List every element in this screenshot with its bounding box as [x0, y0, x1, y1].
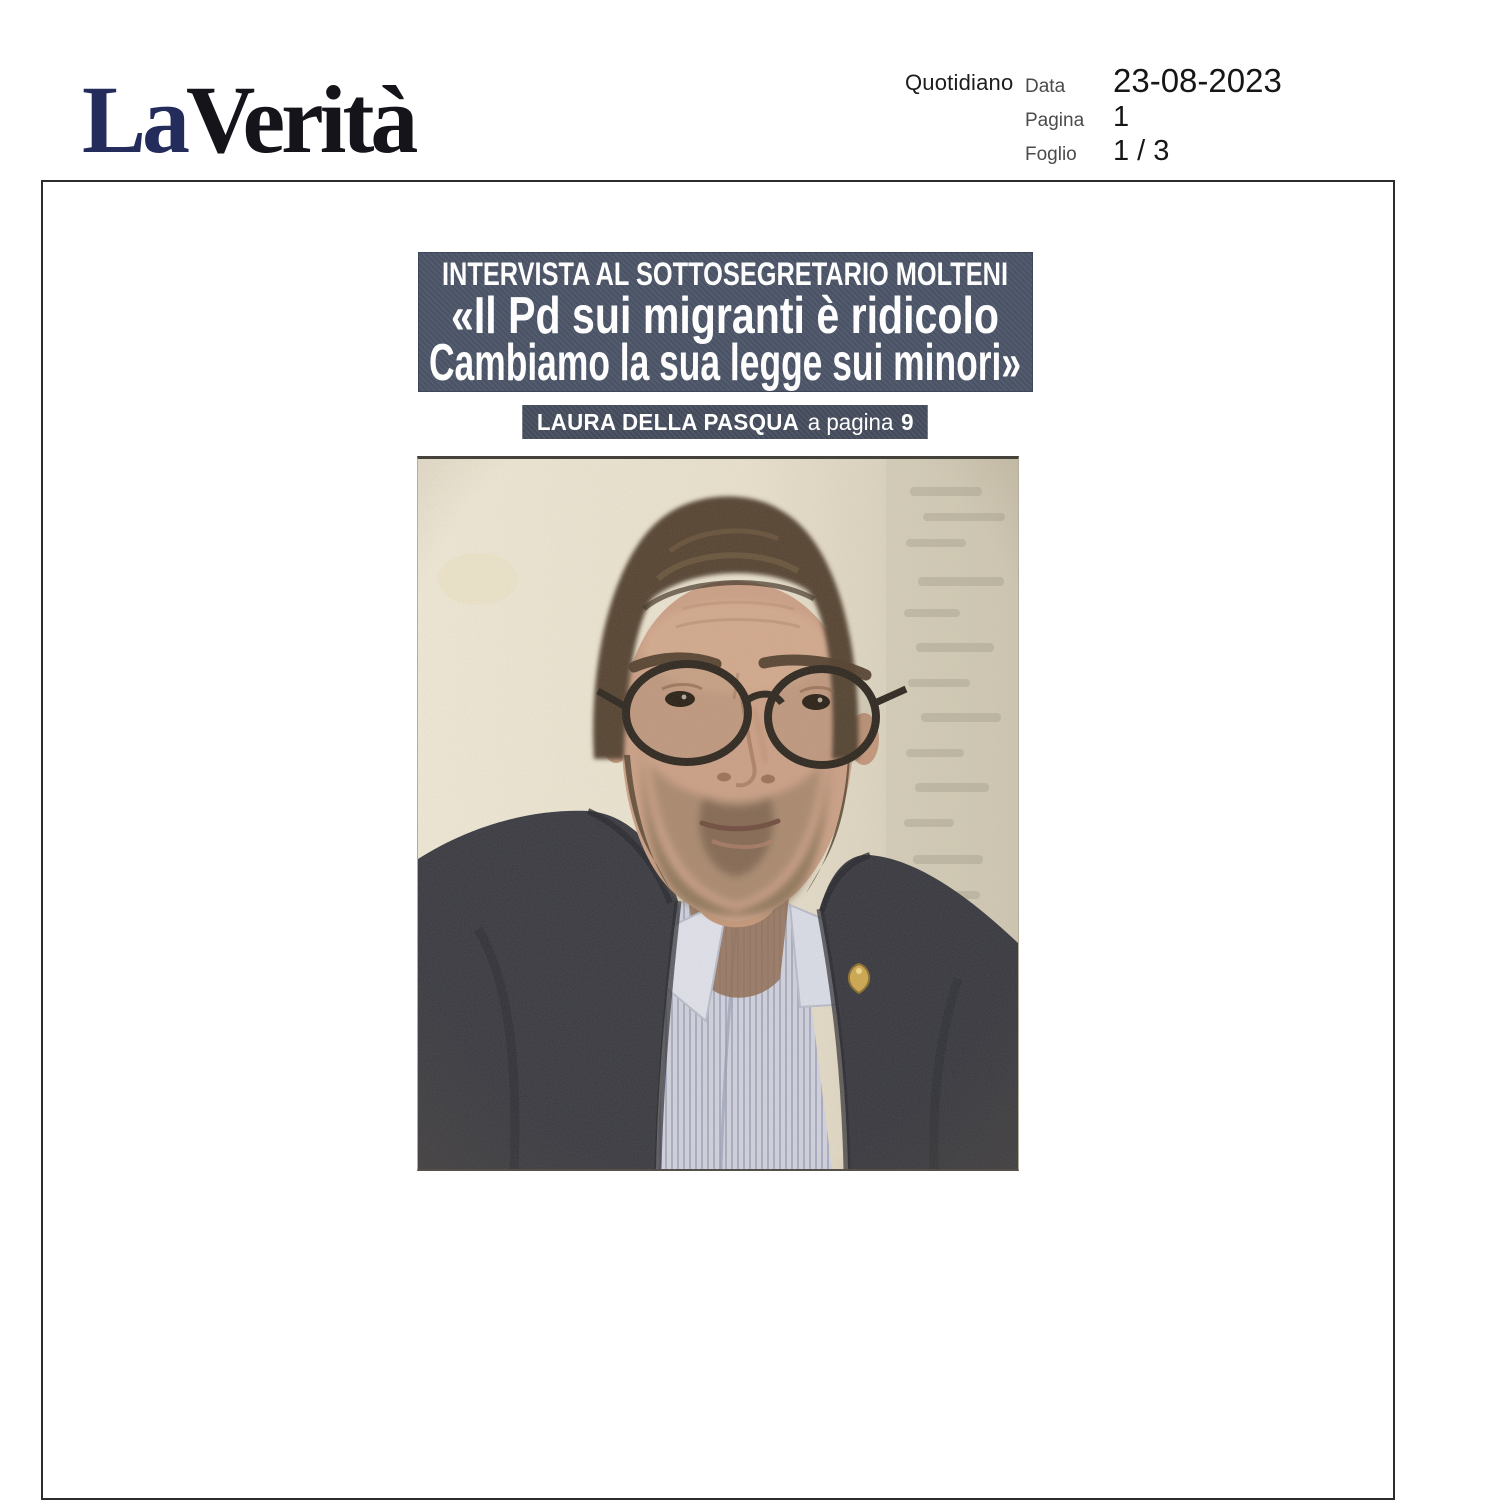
byline-page-number: 9: [901, 409, 914, 435]
newspaper-logo: [82, 66, 415, 173]
logo-part-verita: Verità: [186, 66, 415, 173]
metadata-rows: [1025, 62, 1282, 168]
data-label: Data: [1025, 76, 1066, 97]
metadata-row-pagina: [1025, 101, 1282, 134]
headline-line1: «Il Pd sui migranti è ridicolo: [451, 287, 999, 345]
metadata-row-foglio: [1025, 135, 1282, 168]
portrait-illustration: [418, 459, 1018, 1169]
pagina-value: 1: [1113, 101, 1130, 133]
clipping-frame: [41, 180, 1395, 1500]
pagina-label: Pagina: [1025, 110, 1085, 131]
publication-type-label: Quotidiano: [905, 70, 1014, 95]
foglio-label: Foglio: [1025, 144, 1077, 165]
headline-text-svg: [418, 252, 1033, 392]
byline-connector: a pagina: [808, 409, 894, 435]
byline-author: LAURA DELLA PASQUA: [537, 409, 800, 435]
foglio-value: 1 / 3: [1113, 135, 1170, 167]
metadata-row-data: [1025, 62, 1282, 100]
photo-vignette: [418, 459, 1018, 1169]
portrait-photo: [417, 456, 1019, 1171]
byline-row: [418, 405, 1033, 439]
data-value: 23-08-2023: [1113, 62, 1282, 99]
kicker-text: INTERVISTA AL SOTTOSEGRETARIO MOLTENI: [442, 256, 1008, 292]
byline-box: [523, 405, 929, 439]
headline-line2: Cambiamo la sua legge sui minori»: [429, 334, 1021, 392]
headline-block: [418, 252, 1033, 392]
clipping-metadata: [905, 62, 1282, 168]
logo-part-la: La: [82, 66, 187, 173]
